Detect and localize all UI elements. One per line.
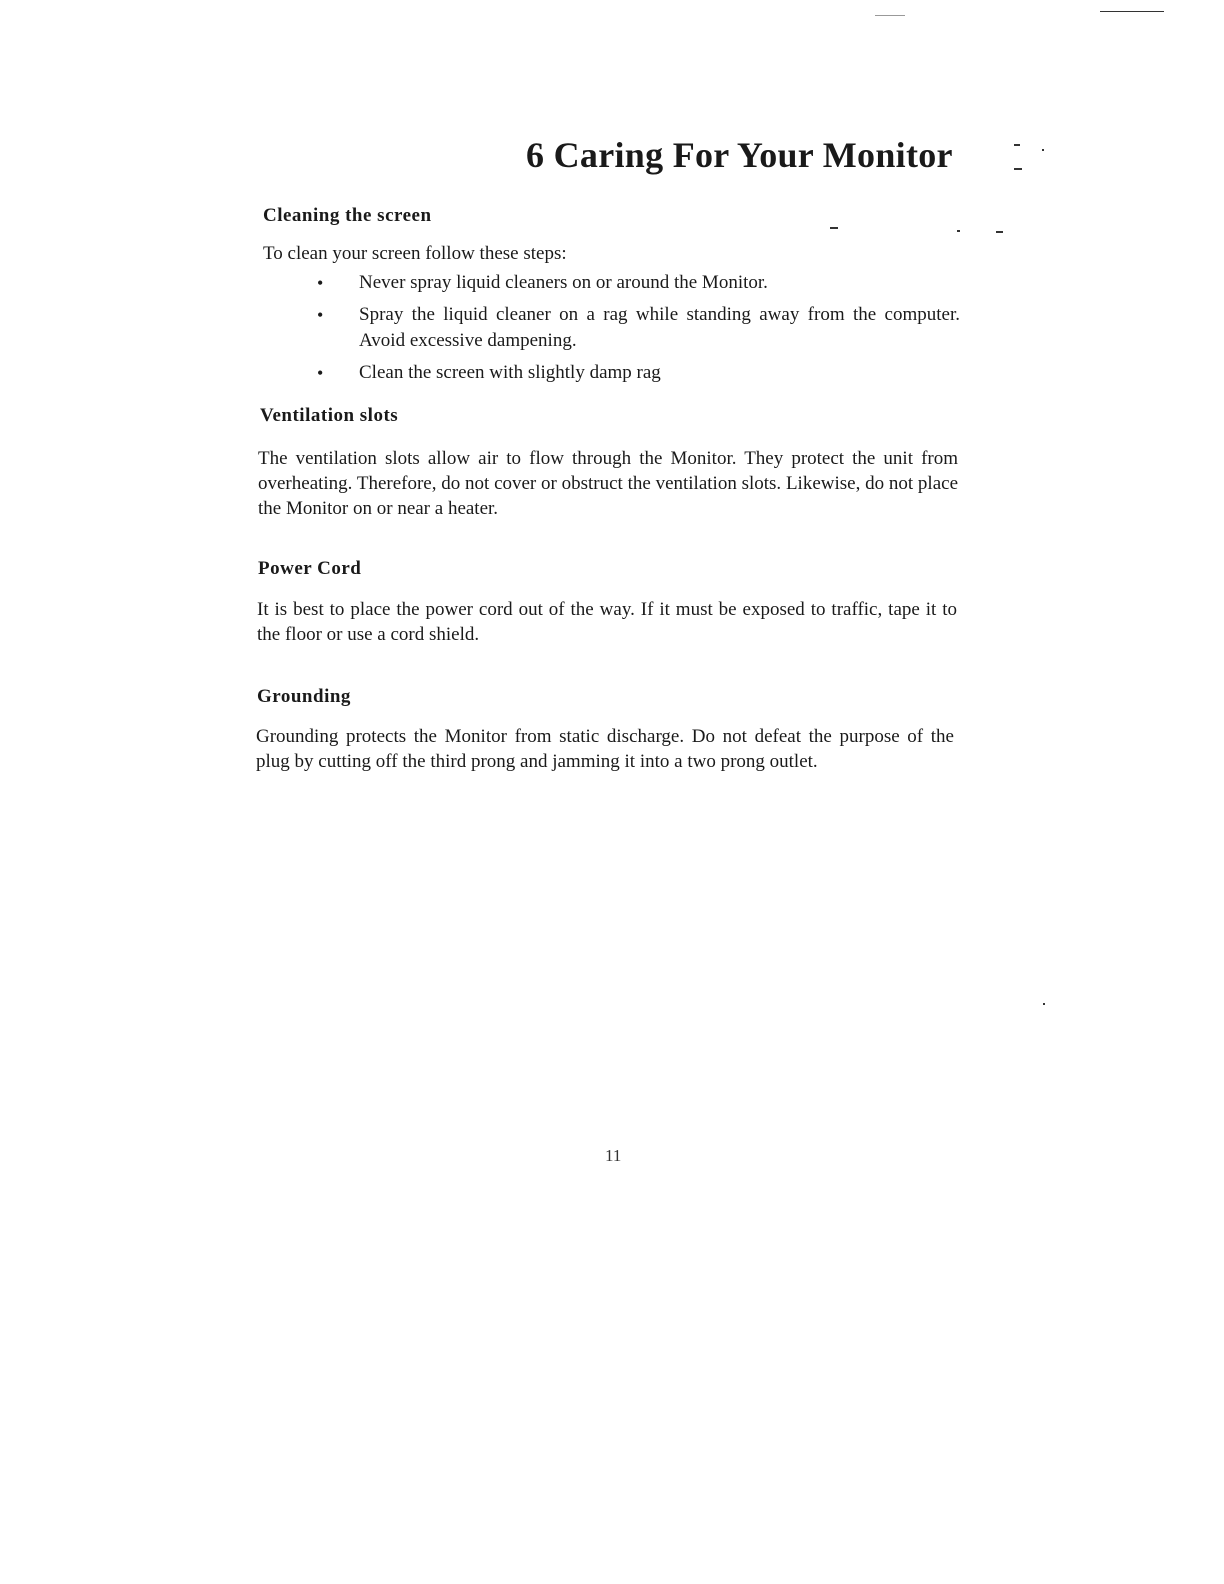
section-heading-cleaning: Cleaning the screen <box>263 205 432 226</box>
grounding-paragraph: Grounding protects the Monitor from static discharge. Do not defeat the purpose of the plug by cutting off the third prong and jamming it into a two prong outlet. <box>256 726 954 772</box>
ventilation-paragraph: The ventilation slots allow air to flow through the Monitor. They protect the unit from overheating. Therefore, do not cover or obstruct the ventilation slots. Likewise, do not place the Monitor on or near a heater. <box>258 448 958 519</box>
scan-artifact <box>957 230 960 232</box>
power-cord-paragraph: It is best to place the power cord out of the way. If it must be exposed to traffic, tape it to the floor or use a cord shield. <box>257 599 957 645</box>
scan-artifact <box>1042 149 1044 151</box>
scan-artifact <box>1100 11 1164 12</box>
scan-artifact <box>1043 1003 1045 1005</box>
bullet-icon: • <box>317 305 324 325</box>
section-heading-ventilation: Ventilation slots <box>260 405 399 426</box>
bullet-icon: • <box>317 363 324 383</box>
list-item-text: Clean the screen with slightly damp rag <box>359 362 661 383</box>
list-item <box>314 302 960 354</box>
section-heading-power-cord: Power Cord <box>258 558 362 579</box>
cleaning-intro: To clean your screen follow these steps: <box>263 243 567 264</box>
list-item <box>314 270 960 296</box>
bullet-icon: • <box>317 273 324 293</box>
scan-artifact <box>830 227 838 229</box>
scan-artifact <box>1014 144 1020 146</box>
section-heading-grounding: Grounding <box>257 686 351 707</box>
list-item <box>314 360 960 386</box>
list-item-text: Never spray liquid cleaners on or around the Monitor. <box>359 272 768 293</box>
page-number: 11 <box>605 1146 622 1165</box>
chapter-title: 6 Caring For Your Monitor <box>526 135 953 175</box>
list-item-text: Spray the liquid cleaner on a rag while standing away from the computer. Avoid excessive dampening. <box>359 304 960 351</box>
scan-artifact <box>996 231 1003 233</box>
scan-artifact <box>875 15 905 16</box>
cleaning-steps-list <box>314 270 960 392</box>
scan-artifact <box>1014 168 1022 170</box>
